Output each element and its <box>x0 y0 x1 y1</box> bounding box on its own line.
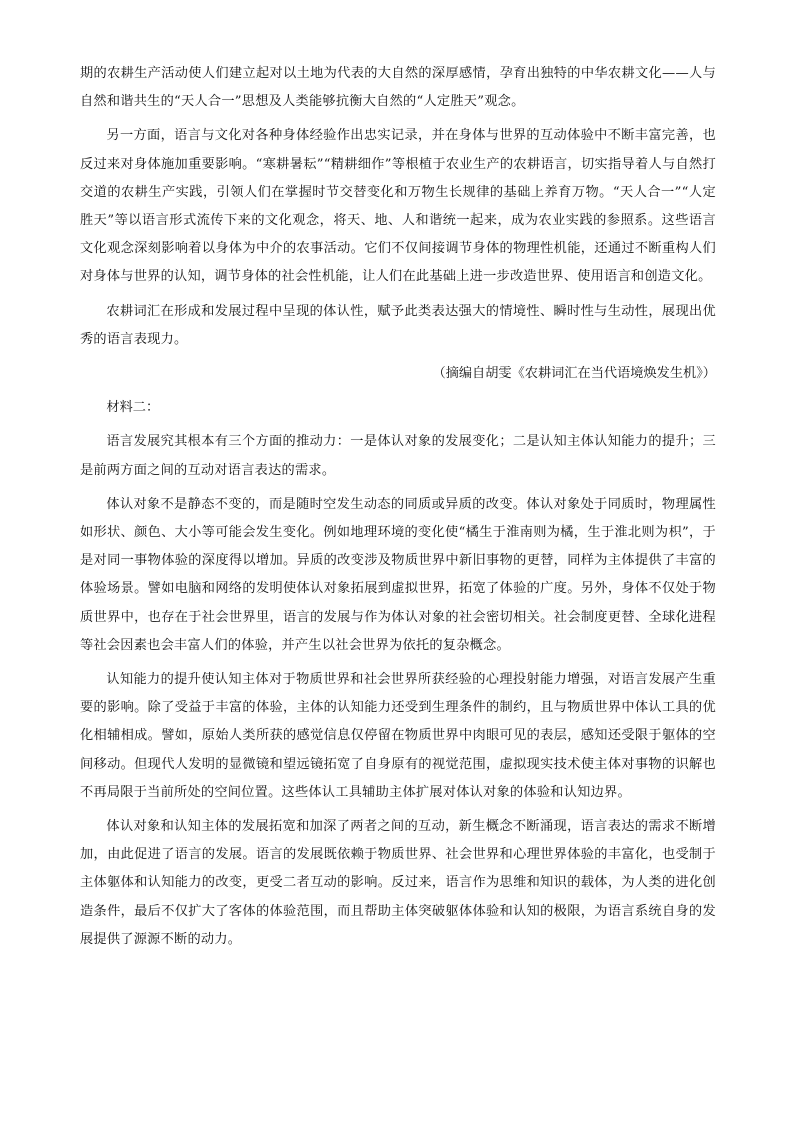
material-two-label: 材料二： <box>106 400 160 416</box>
source-citation: （摘编自胡雯《农耕词汇在当代语境焕发生机》） <box>432 366 716 382</box>
paragraph-farming-vocabulary: 农耕词汇在形成和发展过程中呈现的体认性，赋予此类表达强大的情境性、瞬时性与生动性，展现出优秀的语言表现力。 <box>80 303 716 347</box>
paragraph-three-drivers: 语言发展究其根本有三个方面的推动力：一是体认对象的发展变化；二是认知主体认知能力的提升；三是前两方面之间的互动对语言表达的需求。 <box>80 434 716 478</box>
paragraph-continuation: 期的农耕生产活动使人们建立起对以土地为代表的大自然的深厚感情，孕育出独特的中华农耕文化——人与自然和谐共生的“天人合一”思想及人类能够抗衡大自然的“人定胜天”观念。 <box>80 66 716 110</box>
paragraph-interaction: 体认对象和认知主体的发展拓宽和加深了两者之间的互动，新生概念不断涌现，语言表达的需求不断增加，由此促进了语言的发展。语言的发展既依赖于物质世界、社会世界和心理世界体验的丰富化，也受制于主体躯体和认知能力的改变，更受二者互动的影响。反过来，语言作为思维和知识的载体，为人类的进化创造条件，最后不仅扩大了客体的体验范围，而且帮助主体突破躯体体验和认知的极限，为语言系统自身的发展提供了源源不断的动力。 <box>80 819 716 947</box>
paragraph-cognitive-ability: 认知能力的提升使认知主体对于物质世界和社会世界所获经验的心理投射能力增强，对语言发展产生重要的影响。除了受益于丰富的体验，主体的认知能力还受到生理条件的制约，且与物质世界中体认工具的优化相辅相成。譬如，原始人类所获的感觉信息仅停留在物质世界中肉眼可见的表层，感知还受限于躯体的空间移动。但现代人发明的显微镜和望远镜拓宽了自身原有的视觉范围，虚拟现实技术使主体对事物的识解也不再局限于当前所处的空间位置。这些体认工具辅助主体扩展对体认对象的体验和认知边界。 <box>80 672 716 800</box>
document-page <box>80 60 716 960</box>
paragraph-cognitive-object: 体认对象不是静态不变的，而是随时空发生动态的同质或异质的改变。体认对象处于同质时，物理属性如形状、颜色、大小等可能会发生变化。例如地理环境的变化使“橘生于淮南则为橘，生于淮北则为枳”，于是对同一事物体验的深度得以增加。异质的改变涉及物质世界中新旧事物的更替，同样为主体提供了丰富的体验场景。譬如电脑和网络的发明使体认对象拓展到虚拟世界，拓宽了体验的广度。另外，身体不仅处于物质世界中，也存在于社会世界里，语言的发展与作为体认对象的社会密切相关。社会制度更替、全球化进程等社会因素也会丰富人们的体验，并产生以社会世界为依托的复杂概念。 <box>80 496 716 653</box>
paragraph-language-culture: 另一方面，语言与文化对各种身体经验作出忠实记录，并在身体与世界的互动体验中不断丰富完善，也反过来对身体施加重要影响。“寒耕暑耘”“精耕细作”等根植于农业生产的农耕语言，切实指导着人与自然打交道的农耕生产实践，引领人们在掌握时节交替变化和万物生长规律的基础上养育万物。“天人合一”“人定胜天”等以语言形式流传下来的文化观念，将天、地、人和谐统一起来，成为农业实践的参照系。这些语言文化观念深刻影响着以身体为中介的农事活动。它们不仅间接调节身体的物理性机能，还通过不断重构人们对身体与世界的认知，调节身体的社会性机能，让人们在此基础上进一步改造世界、使用语言和创造文化。 <box>80 128 716 285</box>
